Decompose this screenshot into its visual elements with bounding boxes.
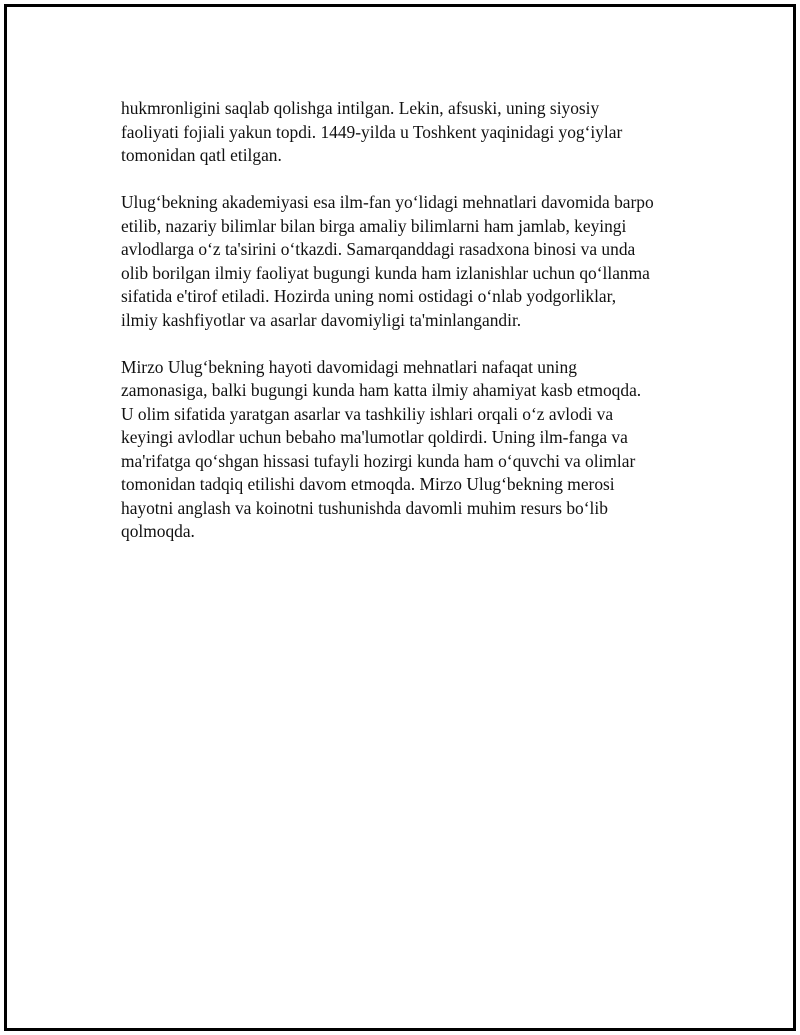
text-line: ilmiy kashfiyotlar va asarlar davomiyligi ta'minlangandir.	[121, 309, 522, 330]
text-line: avlodlarga o‘z ta'sirini o‘tkazdi. Samarqanddagi rasadxona binosi va unda	[121, 239, 636, 259]
text-line: keyingi avlodlar uchun bebaho ma'lumotlar qoldirdi. Uning ilm-fanga va	[121, 427, 628, 447]
text-line: Mirzo Ulug‘bekning hayoti davomidagi mehnatlari nafaqat uning	[121, 356, 577, 377]
page-content	[121, 97, 701, 567]
text-line: faoliyati fojiali yakun topdi. 1449-yilda u Toshkent yaqinidagi yog‘iylar	[121, 121, 623, 142]
text-line: olib borilgan ilmiy faoliyat bugungi kunda ham izlanishlar uchun qo‘llanma	[121, 262, 650, 283]
text-line: etilib, nazariy bilimlar bilan birga amaliy bilimlarni ham jamlab, keyingi	[121, 215, 627, 236]
text-line: ma'rifatga qo‘shgan hissasi tufayli hozirgi kunda ham o‘quvchi va olimlar	[121, 450, 636, 471]
paragraph-3	[121, 356, 701, 544]
document-page	[4, 4, 796, 1031]
paragraph-1	[121, 97, 701, 168]
text-line: hayotni anglash va koinotni tushunishda davomli muhim resurs bo‘lib	[121, 497, 608, 518]
paragraph-2	[121, 191, 701, 332]
text-line: qolmoqda.	[121, 521, 195, 541]
text-line: Ulug‘bekning akademiyasi esa ilm-fan yo‘lidagi mehnatlari davomida barpo	[121, 192, 654, 212]
text-line: tomonidan tadqiq etilishi davom etmoqda. Mirzo Ulug‘bekning merosi	[121, 474, 615, 494]
text-line: hukmronligini saqlab qolishga intilgan. Lekin, afsuski, uning siyosiy	[121, 98, 600, 118]
text-line: zamonasiga, balki bugungi kunda ham katta ilmiy ahamiyat kasb etmoqda.	[121, 380, 642, 400]
text-line: sifatida e'tirof etiladi. Hozirda uning nomi ostidagi o‘nlab yodgorliklar,	[121, 286, 617, 306]
text-line: U olim sifatida yaratgan asarlar va tashkiliy ishlari orqali o‘z avlodi va	[121, 403, 614, 424]
text-line: tomonidan qatl etilgan.	[121, 145, 282, 165]
